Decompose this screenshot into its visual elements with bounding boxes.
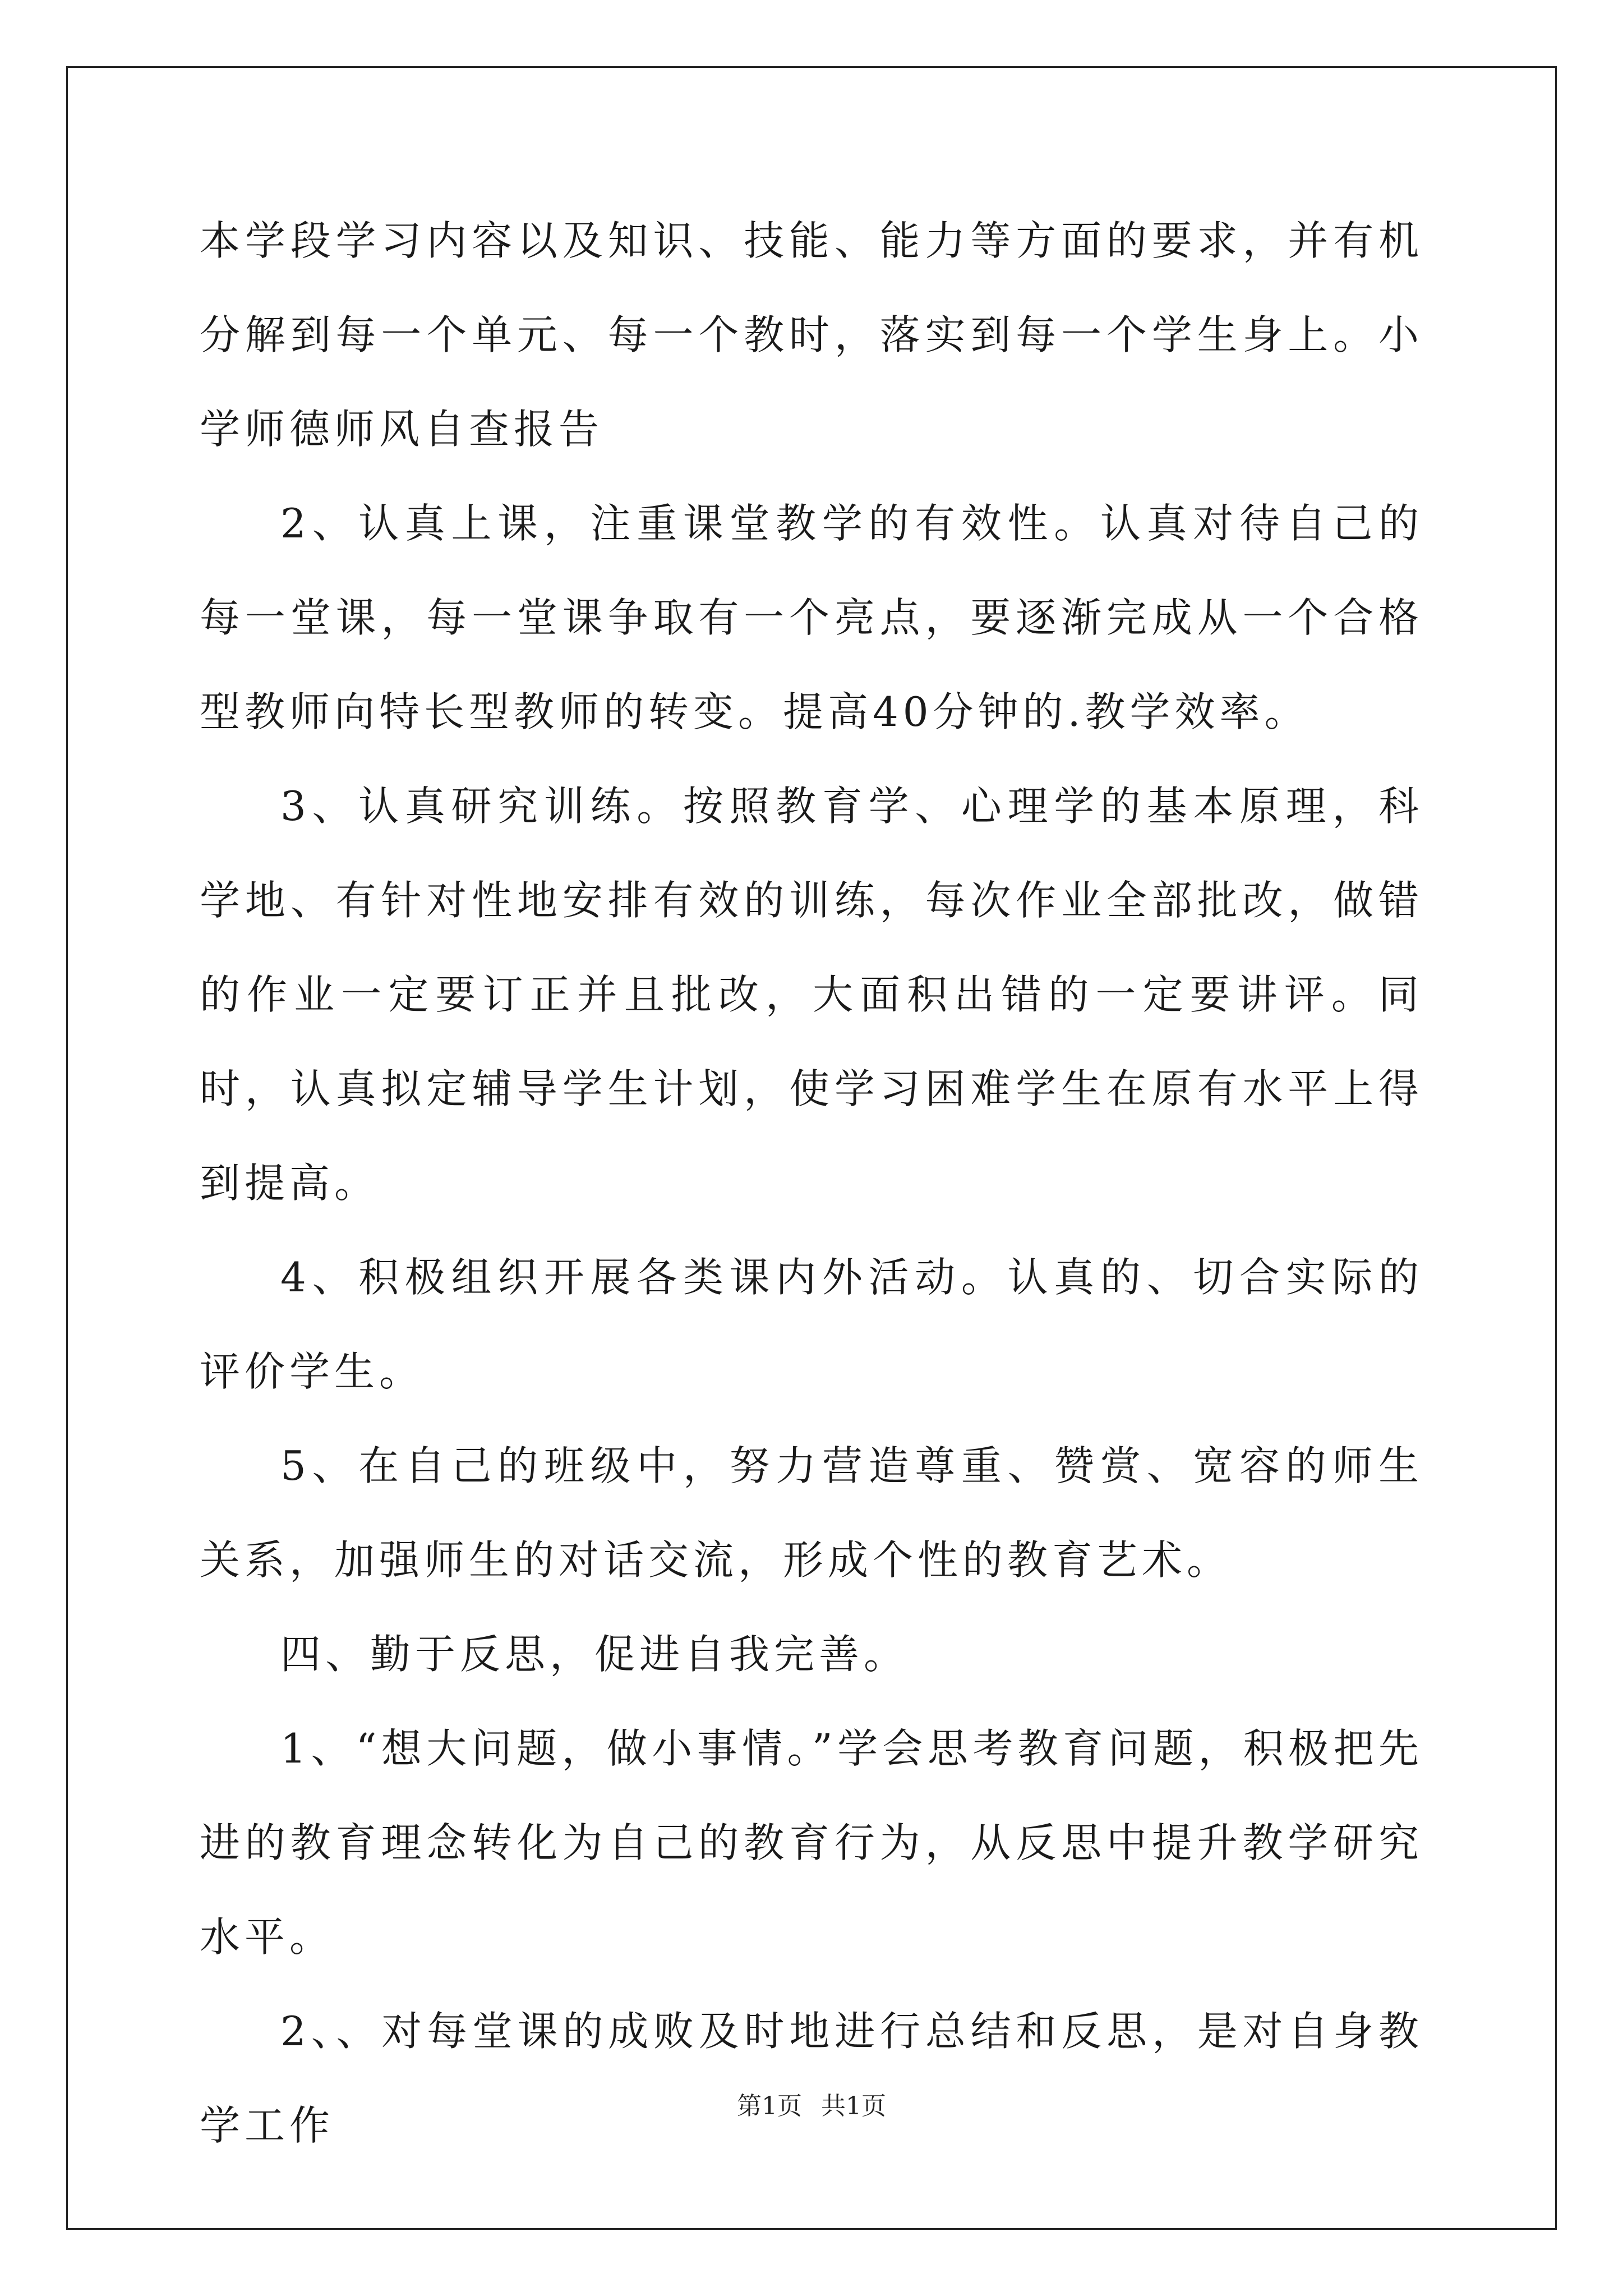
page-total: 共1页	[821, 2092, 886, 2120]
paragraph-continuation: 本学段学习内容以及知识、技能、能力等方面的要求，并有机分解到每一个单元、每一个教时，落实到每一个学生身上。小学师德师风自查报告	[200, 217, 1423, 453]
section-heading-4: 四、勤于反思，促进自我完善。	[280, 1631, 909, 1678]
paragraph-item-3: 3、认真研究训练。按照教育学、心理学的基本原理，科学地、有针对性地安排有效的训练，每次作业全部批改，做错的作业一定要订正并且批改，大面积出错的一定要讲评。同时，认真拟定辅导学生计划，使学习困难学生在原有水平上得到提高。	[200, 783, 1423, 1207]
paragraph-item-4: 4、积极组织开展各类课内外活动。认真的、切合实际的评价学生。	[200, 1254, 1423, 1395]
paragraph-item-2-reflection: 2、、对每堂课的成败及时地进行总结和反思，是对自身教学工作	[200, 2008, 1423, 2149]
document-body	[200, 194, 1423, 2173]
paragraph-item-1-reflection: 1、“想大问题，做小事情。”学会思考教育问题，积极把先进的教育理念转化为自己的教育行为，从反思中提升教学研究水平。	[200, 1725, 1423, 1961]
paragraph-item-2: 2、认真上课，注重课堂教学的有效性。认真对待自己的每一堂课，每一堂课争取有一个亮点，要逐渐完成从一个合格型教师向特长型教师的转变。提高40分钟的.教学效率。	[200, 500, 1423, 735]
page-footer	[0, 2086, 1623, 2122]
paragraph-item-5: 5、在自己的班级中，努力营造尊重、赞赏、宽容的师生关系，加强师生的对话交流，形成个性的教育艺术。	[200, 1442, 1423, 1584]
page-number: 第1页	[737, 2092, 802, 2120]
